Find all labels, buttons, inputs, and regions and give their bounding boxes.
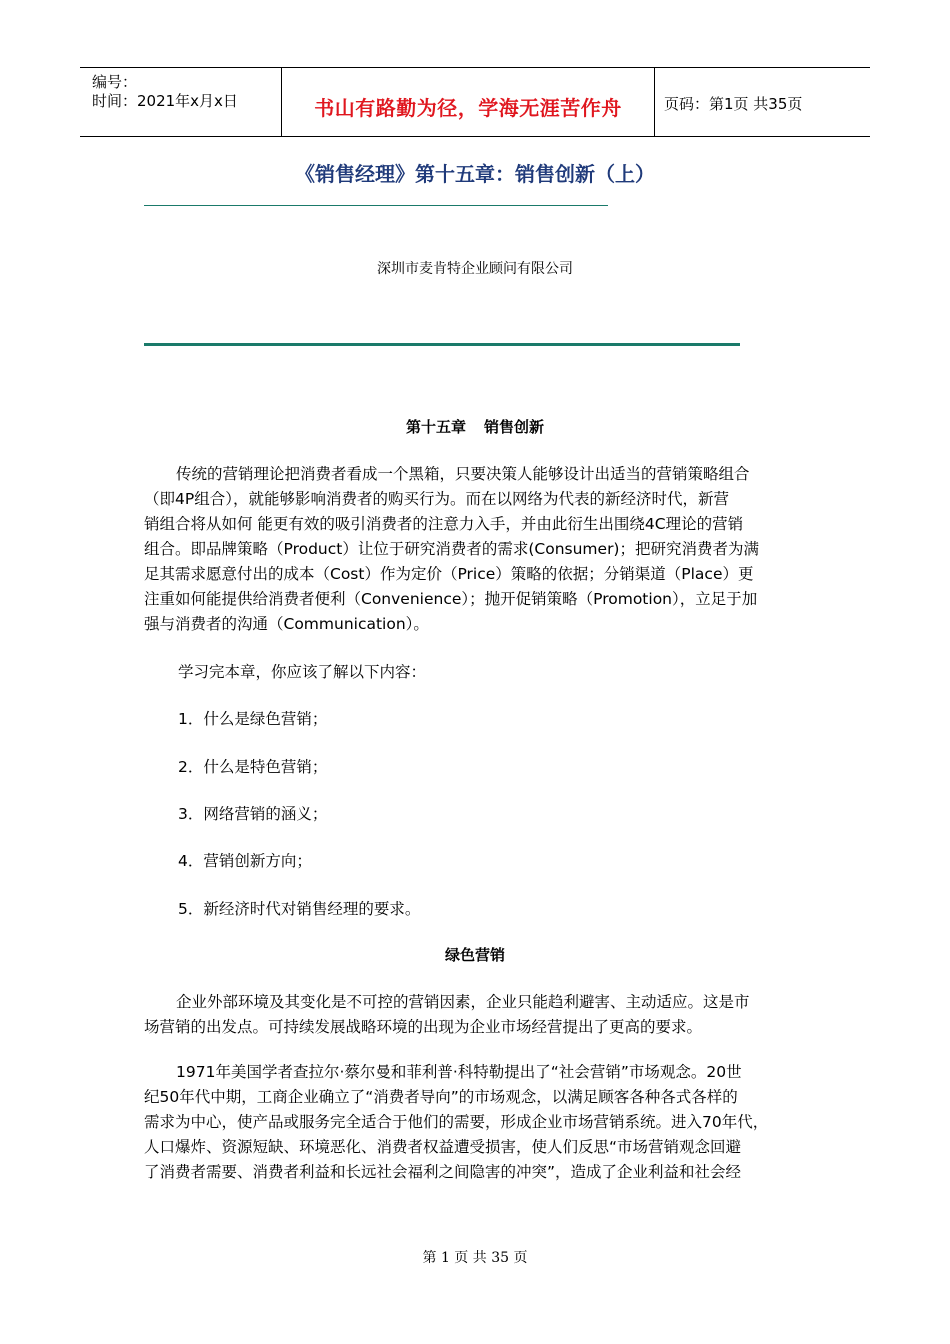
intro-line: 销组合将从如何 能更有效的吸引消费者的注意力入手，并由此衍生出围绕4C理论的营销	[144, 515, 744, 533]
document-header-table	[80, 67, 870, 137]
header-motto: 书山有路勤为径，学海无涯苦作舟	[314, 96, 622, 120]
chapter-heading	[0, 416, 950, 437]
intro-line: 足其需求愿意付出的成本（Cost）作为定价（Price）策略的依据；分销渠道（Place）更	[144, 565, 754, 583]
objective-item: 1．什么是绿色营销；	[178, 710, 328, 728]
intro-line: （即4P组合），就能够影响消费者的购买行为。而在以网络为代表的新经济时代，新营	[144, 490, 729, 508]
objective-item: 2．什么是特色营销；	[178, 758, 328, 776]
title-divider	[144, 205, 608, 206]
chapter-number: 第十五章	[405, 418, 466, 436]
paragraph-line: 了消费者需要、消费者利益和长远社会福利之间隐害的冲突”，造成了企业利益和社会经	[144, 1163, 742, 1181]
intro-line: 强与消费者的沟通（Communication）。	[144, 615, 429, 633]
document-time-label: 时间：2021年x月x日	[92, 92, 238, 110]
paragraph-line: 1971年美国学者查拉尔·蔡尔曼和菲利普·科特勒提出了“社会营销”市场观念。20世	[176, 1063, 742, 1081]
paragraph-line: 企业外部环境及其变化是不可控的营销因素，企业只能趋利避害、主动适应。这是市	[176, 993, 750, 1011]
header-motto-cell	[281, 68, 655, 136]
intro-paragraph	[144, 462, 809, 637]
company-divider	[144, 343, 740, 346]
intro-line: 注重如何能提供给消费者便利（Convenience）；抛开促销策略（Promotion），立足于加	[144, 590, 758, 608]
green-marketing-paragraph-1	[144, 990, 809, 1040]
paragraph-line: 需求为中心，使产品或服务完全适合于他们的需要，形成企业市场营销系统。进入70年代，	[144, 1113, 769, 1131]
objective-item: 4．营销创新方向；	[178, 852, 312, 870]
document-title: 《销售经理》第十五章：销售创新（上）	[295, 162, 655, 186]
header-meta-cell	[80, 68, 280, 136]
intro-line: 传统的营销理论把消费者看成一个黑箱，只要决策人能够设计出适当的营销策略组合	[176, 465, 750, 483]
document-number-label: 编号：	[92, 73, 138, 91]
company-name: 深圳市麦肯特企业顾问有限公司	[377, 261, 573, 277]
green-marketing-paragraph-2	[144, 1060, 809, 1185]
objective-item: 5．新经济时代对销售经理的要求。	[178, 900, 421, 918]
learning-intro: 学习完本章，你应该了解以下内容：	[178, 663, 427, 681]
section-title: 绿色营销	[444, 946, 505, 964]
objective-item: 3．网络营销的涵义；	[178, 805, 328, 823]
header-page-cell	[654, 68, 870, 136]
header-page-info: 页码：第1页 共35页	[664, 95, 803, 113]
chapter-name: 销售创新	[484, 418, 545, 436]
intro-line: 组合。即品牌策略（Product）让位于研究消费者的需求(Consumer)；把研究消费者为满	[144, 540, 759, 558]
paragraph-line: 纪50年代中期，工商企业确立了“消费者导向”的市场观念，以满足顾客各种各式各样的	[144, 1088, 738, 1106]
paragraph-line: 场营销的出发点。可持续发展战略环境的出现为企业市场经营提出了更高的要求。	[144, 1018, 703, 1036]
page-footer: 第 1 页 共 35 页	[422, 1250, 528, 1266]
paragraph-line: 人口爆炸、资源短缺、环境恶化、消费者权益遭受损害，使人们反思“市场营销观念回避	[144, 1138, 742, 1156]
